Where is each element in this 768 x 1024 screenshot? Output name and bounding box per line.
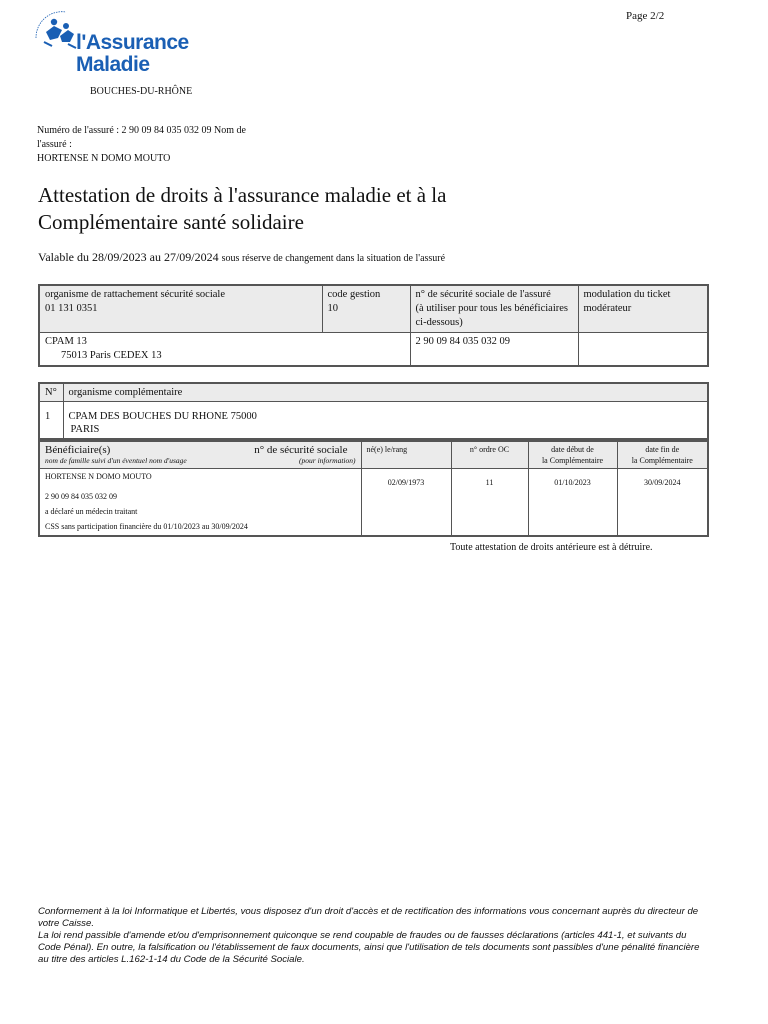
logo-line1: l'Assurance (76, 31, 189, 54)
modulation-value-cell (578, 333, 708, 367)
modulation-header-line2: modérateur (583, 303, 632, 314)
insured-info (37, 124, 277, 166)
complementary-org-line1: CPAM DES BOUCHES DU RHONE 75000 (68, 411, 257, 422)
beneficiary-nss-header: n° de sécurité sociale (254, 444, 348, 456)
start-date-header-line2: la Complémentaire (541, 456, 604, 465)
code-value: 10 (327, 303, 338, 314)
code-header-cell (322, 285, 410, 333)
beneficiary-header-sub: nom de famille suivi d'un éventuel nom d'usage (45, 456, 187, 465)
title-line2: Complémentaire santé solidaire (38, 210, 304, 234)
nss-header-cell (410, 285, 578, 333)
beneficiary-details-cell (39, 469, 361, 537)
nss-header-label: n° de sécurité sociale de l'assuré (415, 289, 551, 300)
footer-penalty: La loi rend passible d'amende et/ou d'emprisonnement quiconque se rend coupable de fraudes ou de fausses déclarations (articles 441-1, et suivants du Code Pénal). En outre, la falsification ou l'établissement de faux documents, ainsi que l'utilisation de tels documents sont passibles d'une pénalité financière au titre des articles L.162-1-14 du Code de la Sécurité Sociale. (38, 930, 700, 965)
beneficiaries-table (38, 440, 709, 537)
org-address: 75013 Paris CEDEX 13 (61, 350, 162, 361)
department-label: BOUCHES-DU-RHÔNE (90, 86, 193, 97)
beneficiary-end-date: 30/09/2024 (617, 469, 708, 537)
org-name: CPAM 13 (45, 336, 87, 347)
end-date-header (617, 441, 708, 469)
title-line1: Attestation de droits à l'assurance maladie et à la (38, 183, 447, 207)
affiliation-data-row (39, 333, 708, 367)
modulation-header-line1: modulation du ticket (583, 289, 671, 300)
org-header-label: organisme de rattachement sécurité sociale (45, 289, 225, 300)
start-date-header-line1: date début de (551, 445, 594, 454)
beneficiary-birth: 02/09/1973 (361, 469, 451, 537)
complementary-org-cell (63, 402, 708, 440)
page-number: Page 2/2 (626, 10, 665, 22)
beneficiary-css-note: CSS sans participation financière du 01/10/2023 au 30/09/2024 (45, 522, 248, 531)
beneficiary-header-cell (39, 441, 361, 469)
insured-name: HORTENSE N DOMO MOUTO (37, 153, 171, 164)
insured-number-line: Numéro de l'assuré : 2 90 09 84 035 032 09 Nom de l'assuré : (37, 125, 246, 150)
document-title (38, 182, 446, 236)
beneficiary-order: 11 (451, 469, 528, 537)
beneficiary-row (39, 469, 708, 537)
complementary-org-table (38, 382, 709, 440)
end-date-header-line2: la Complémentaire (631, 456, 693, 465)
beneficiary-nss-sub: (pour information) (299, 456, 356, 465)
modulation-header-cell (578, 285, 708, 333)
complementary-org-header: organisme complémentaire (63, 383, 708, 402)
validity-dates: Valable du 28/09/2023 au 27/09/2024 (38, 250, 219, 264)
complementary-row-num: 1 (39, 402, 63, 440)
beneficiary-doctor-note: a déclaré un médecin traitant (45, 507, 138, 516)
beneficiary-nss: 2 90 09 84 035 032 09 (45, 492, 117, 501)
validity-note: sous réserve de changement dans la situation de l'assuré (221, 253, 446, 264)
nss-value-cell: 2 90 09 84 035 032 09 (410, 333, 578, 367)
org-address-cell (39, 333, 410, 367)
legal-footer (38, 906, 710, 966)
complementary-header-row (39, 383, 708, 402)
nss-header-note: (à utiliser pour tous les bénéficiaires ci-dessous) (415, 303, 568, 328)
footer-privacy: Conformement à la loi Informatique et Libertés, vous disposez d'un droit d'accès et de rectification des informations vous concernant auprès du directeur de votre Caisse. (38, 906, 699, 929)
code-header-label: code gestion (327, 289, 381, 300)
beneficiary-name: HORTENSE N DOMO MOUTO (45, 472, 152, 481)
logo-line2: Maladie (76, 53, 150, 76)
validity-period (38, 250, 445, 265)
beneficiary-start-date: 01/10/2023 (528, 469, 617, 537)
beneficiaries-header-row (39, 441, 708, 469)
org-header-cell (39, 285, 322, 333)
order-header: n° ordre OC (451, 441, 528, 469)
affiliation-header-row (39, 285, 708, 333)
destroy-note: Toute attestation de droits antérieure est à détruire. (450, 542, 653, 553)
start-date-header (528, 441, 617, 469)
beneficiary-header: Bénéficiaire(s) (45, 444, 111, 456)
complementary-org-line2: PARIS (70, 424, 100, 435)
end-date-header-line1: date fin de (645, 445, 680, 454)
affiliation-table (38, 284, 709, 367)
org-code: 01 131 0351 (45, 303, 98, 314)
num-header: N° (39, 383, 63, 402)
birth-header: né(e) le/rang (361, 441, 451, 469)
complementary-row (39, 402, 708, 440)
